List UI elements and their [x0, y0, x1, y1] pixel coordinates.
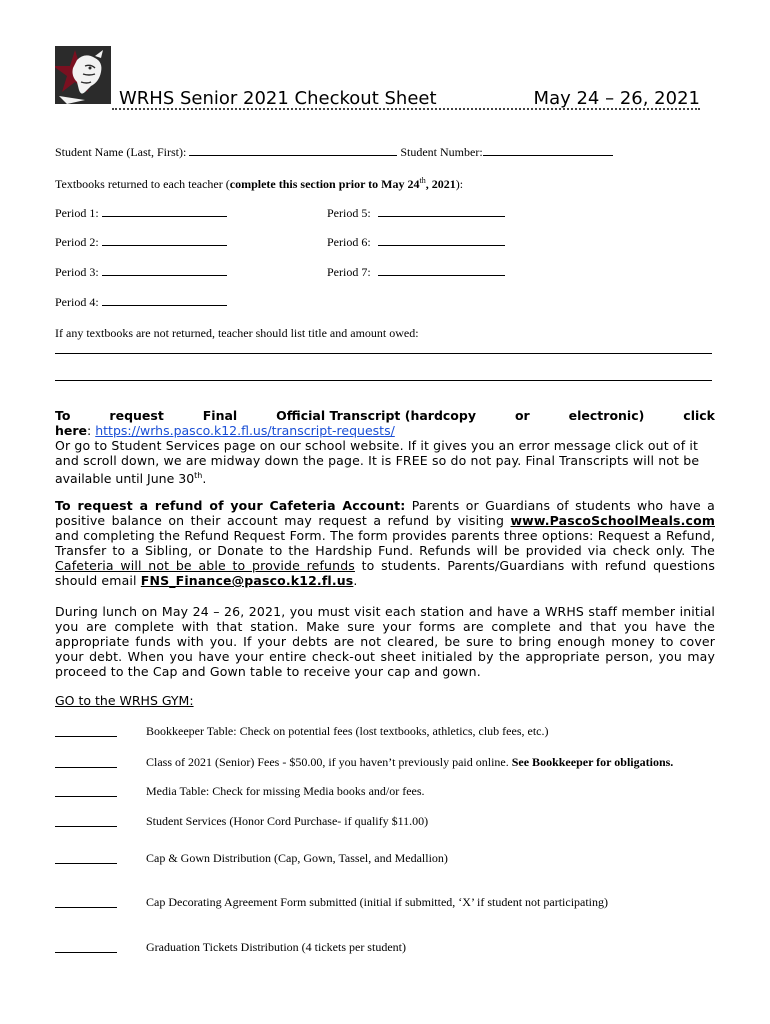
period-3-field[interactable]	[102, 265, 227, 276]
checklist-item-bold: See Bookkeeper for obligations.	[511, 755, 674, 769]
refund-text-3: to students. Parents/Guardians with refund questions should email	[55, 558, 715, 588]
checklist-initial-line[interactable]	[55, 767, 117, 768]
transcript-word-final: Final	[202, 408, 238, 423]
period-1-field[interactable]	[102, 206, 227, 217]
refund-no-refunds-text: Cafeteria will not be able to provide refunds	[55, 558, 355, 573]
period-2-field[interactable]	[102, 235, 227, 246]
period-6-field[interactable]	[378, 235, 505, 246]
textbooks-intro-suffix: ):	[455, 177, 464, 191]
period-5-field[interactable]	[378, 206, 505, 217]
checkout-dates: May 24 – 26, 2021	[533, 88, 700, 109]
period-2-label: Period 2:	[55, 235, 99, 249]
school-mascot-logo	[55, 46, 111, 104]
period-7-label: Period 7:	[327, 265, 371, 279]
period-4-field[interactable]	[102, 295, 227, 306]
period-1-row	[55, 206, 227, 221]
period-7-field[interactable]	[378, 265, 505, 276]
checklist-item-text: Student Services (Honor Cord Purchase- if qualify $11.00)	[146, 814, 429, 828]
checklist-initial-line[interactable]	[55, 796, 117, 797]
period-1-label: Period 1:	[55, 206, 99, 220]
checklist-item-senior-fees	[146, 755, 673, 770]
transcript-here: here	[55, 423, 88, 438]
transcript-line-5	[55, 468, 206, 486]
owed-line-2[interactable]	[55, 380, 712, 381]
refund-text-2: and completing the Refund Request Form. The form provides parents three options: Request a Refund, Transfer to a Sibling, or Donate to the Hardship Fund. Refunds will be provided via check only. The	[55, 528, 715, 558]
page-title: WRHS Senior 2021 Checkout Sheet	[119, 88, 437, 109]
pasco-school-meals-link[interactable]: www.PascoSchoolMeals.com	[510, 513, 715, 528]
transcript-heading	[55, 408, 715, 423]
textbooks-owed-note: If any textbooks are not returned, teacher should list title and amount owed:	[55, 326, 419, 340]
refund-text-4: .	[353, 573, 358, 588]
refund-text-1: Parents or Guardians of students who have a positive balance on their account may request a refund by visiting	[55, 498, 715, 528]
transcript-word-to: To	[55, 408, 71, 423]
period-5-row	[327, 206, 505, 221]
textbooks-intro-prefix: Textbooks returned to each teacher (	[55, 177, 230, 191]
period-3-label: Period 3:	[55, 265, 99, 279]
lunch-paragraph: During lunch on May 24 – 26, 2021, you must visit each station and have a WRHS staff member initial you are complete with that station. Make sure your forms are complete and that you have the appropriate funds with you. If your debts are not cleared, be sure to bring enough money to cover your debt. When you have your entire check-out sheet initialed by the appropriate person, you may proceed to the Cap and Gown table to receive your cap and gown.	[55, 604, 715, 679]
period-2-row	[55, 235, 227, 250]
period-3-row	[55, 265, 227, 280]
textbooks-intro	[55, 176, 463, 192]
checklist-item-text: Media Table: Check for missing Media books and/or fees.	[146, 784, 425, 798]
student-info-row	[55, 145, 613, 160]
title-row	[112, 88, 700, 112]
transcript-available-text: available until June 30	[55, 471, 195, 487]
transcript-word-electronic: electronic)	[568, 408, 645, 423]
transcript-request-link[interactable]: https://wrhs.pasco.k12.fl.us/transcript-requests/	[95, 423, 395, 438]
transcript-available-sup: th	[194, 471, 203, 480]
title-underline	[112, 108, 700, 110]
period-5-label: Period 5:	[327, 206, 371, 220]
transcript-line-3: Or go to Student Services page on our school website. If it gives you an error message click out of it	[55, 438, 699, 453]
mascot-icon	[55, 46, 111, 104]
checklist-item-text: Cap Decorating Agreement Form submitted (initial if submitted, ‘X’ if student not participating)	[146, 895, 609, 909]
refund-heading: To request a refund of your Cafeteria Account:	[55, 498, 406, 513]
gym-heading: GO to the WRHS GYM:	[55, 693, 194, 708]
checklist-initial-line[interactable]	[55, 952, 117, 953]
student-name-field[interactable]	[189, 145, 397, 156]
textbooks-intro-sup: th	[419, 176, 426, 185]
checklist-initial-line[interactable]	[55, 736, 117, 737]
transcript-line-4: and scroll down, we are midway down the page. It is FREE so do not pay. Final Transcripts will not be	[55, 453, 700, 468]
student-name-label: Student Name (Last, First):	[55, 145, 187, 159]
owed-line-1[interactable]	[55, 353, 712, 354]
period-7-row	[327, 265, 505, 280]
checklist-item-text: Cap & Gown Distribution (Cap, Gown, Tassel, and Medallion)	[146, 851, 448, 865]
student-number-field[interactable]	[483, 145, 613, 156]
textbooks-intro-bold-year: , 2021	[425, 177, 456, 191]
student-number-label: Student Number:	[400, 145, 483, 159]
transcript-link-row	[55, 423, 395, 438]
period-4-row	[55, 295, 227, 310]
transcript-word-click: click	[683, 408, 715, 423]
checklist-item-text: Bookkeeper Table: Check on potential fees (lost textbooks, athletics, club fees, etc.)	[146, 724, 549, 738]
checklist-item-bookkeeper	[146, 724, 548, 739]
checklist-item-cap-gown	[146, 851, 448, 866]
transcript-word-or: or	[514, 408, 530, 423]
fns-finance-email-link[interactable]: FNS_Finance@pasco.k12.fl.us	[140, 573, 354, 588]
refund-paragraph	[55, 498, 715, 588]
checklist-item-graduation-tickets	[146, 940, 406, 955]
checklist-item-media	[146, 784, 425, 799]
transcript-word-official: Official Transcript (hardcopy	[276, 408, 476, 423]
checklist-item-cap-decorating	[146, 895, 608, 910]
transcript-colon: :	[87, 423, 92, 438]
checklist-initial-line[interactable]	[55, 907, 117, 908]
period-6-row	[327, 235, 505, 250]
checklist-item-text: Class of 2021 (Senior) Fees - $50.00, if you haven’t previously paid online.	[146, 755, 512, 769]
period-6-label: Period 6:	[327, 235, 371, 249]
checklist-initial-line[interactable]	[55, 826, 117, 827]
checklist-initial-line[interactable]	[55, 863, 117, 864]
textbooks-intro-bold: complete this section prior to May 24	[229, 177, 420, 191]
transcript-word-request: request	[109, 408, 164, 423]
transcript-available-period: .	[202, 471, 207, 487]
period-4-label: Period 4:	[55, 295, 99, 309]
checklist-item-student-services	[146, 814, 428, 829]
checklist-item-text: Graduation Tickets Distribution (4 tickets per student)	[146, 940, 406, 954]
